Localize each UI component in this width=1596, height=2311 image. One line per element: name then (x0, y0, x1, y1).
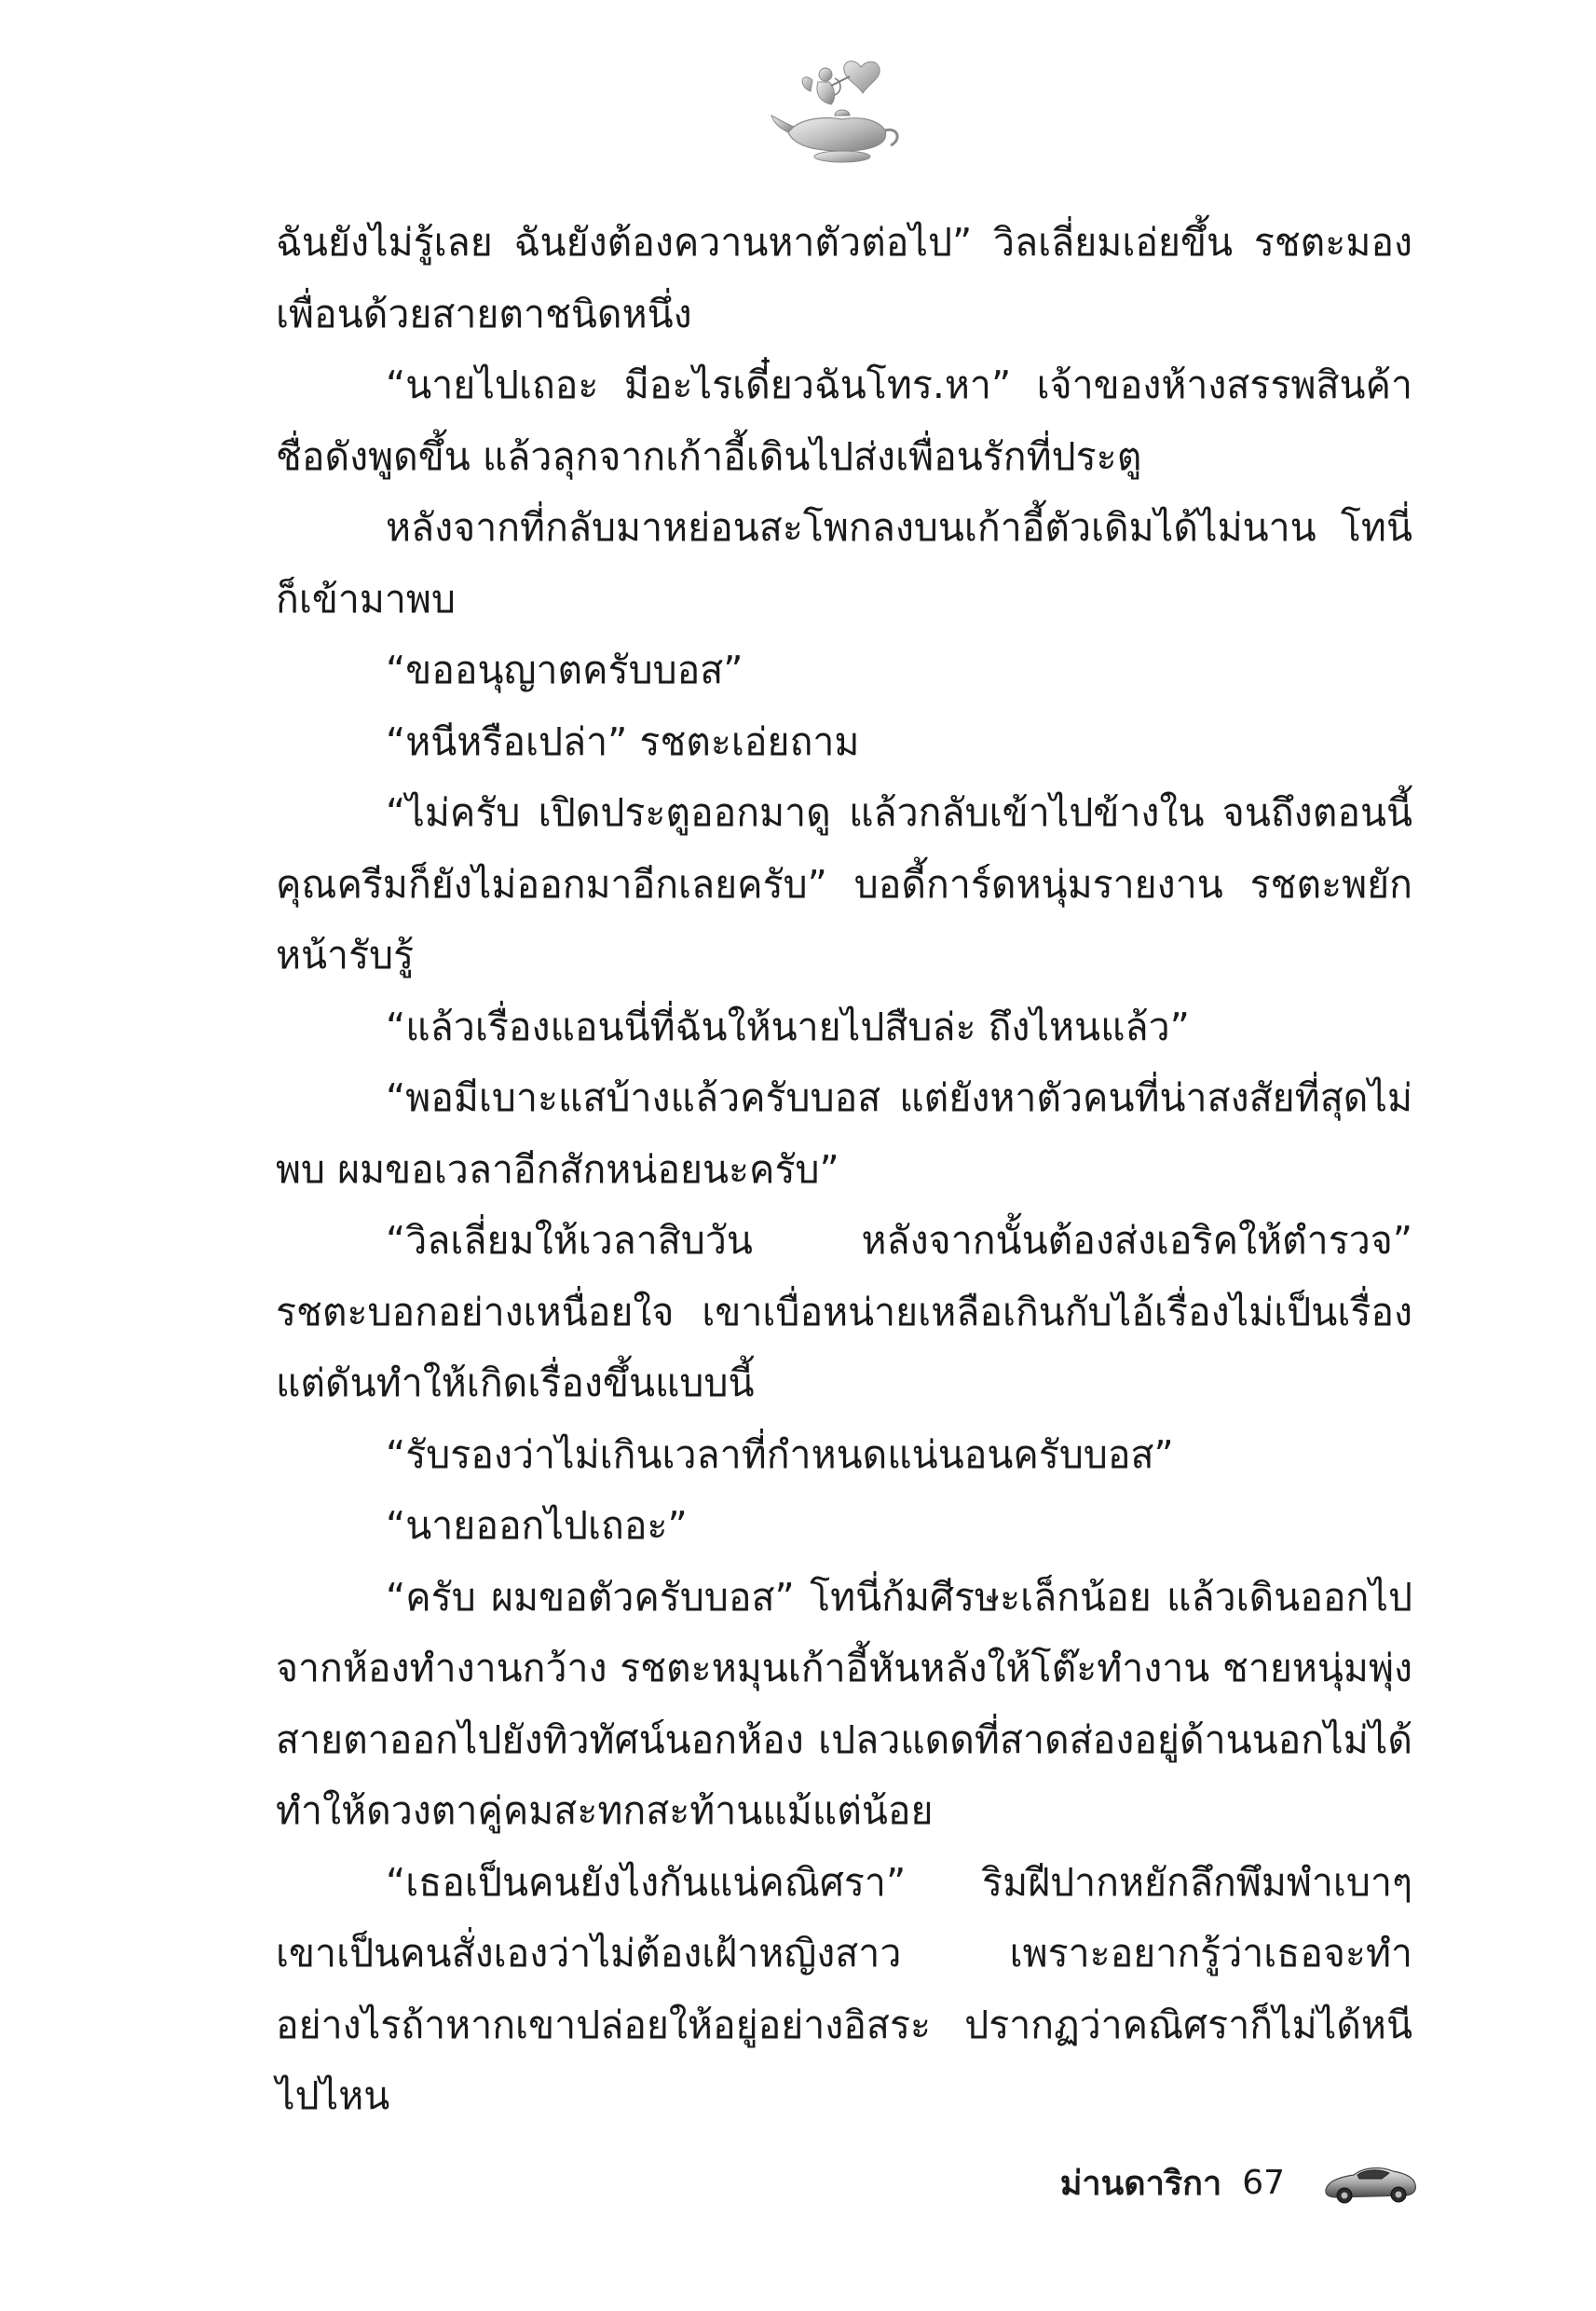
page-number: 67 (1242, 2163, 1285, 2202)
paragraph: “พอมีเบาะแสบ้างแล้วครับบอส แต่ยังหาตัวคนที่น่าสงสัยที่สุดไม่พบ ผมขอเวลาอีกสักหน่อยนะครับ” (276, 1075, 1412, 1192)
paragraph: “เธอเป็นคนยังไงกันแน่คณิศรา” ริมฝีปากหยักลึกพึมพำเบาๆ เขาเป็นคนสั่งเองว่าไม่ต้องเฝ้าหญิงสาว เพราะอยากรู้ว่าเธอจะทำอย่างไรถ้าหากเขาปล่อยให้อยู่อย่างอิสระ ปรากฏว่าคณิศราก็ไม่ได้หนีไปไหน (276, 1859, 1412, 2118)
paragraph: “รับรองว่าไม่เกินเวลาที่กำหนดแน่นอนครับบอส” (386, 1431, 1174, 1477)
page-footer (1060, 2154, 1419, 2210)
paragraph: ฉันยังไม่รู้เลย ฉันยังต้องควานหาตัวต่อไป” วิลเลี่ยมเอ่ยขึ้น รชตะมองเพื่อนด้วยสายตาชนิดหนึ่ง (276, 220, 1412, 336)
paragraph: “นายไปเถอะ มีอะไรเดี๋ยวฉันโทร.หา” เจ้าของห้างสรรพสินค้าชื่อดังพูดขึ้น แล้วลุกจากเก้าอี้เดินไปส่งเพื่อนรักที่ประตู (276, 362, 1412, 479)
paragraph: “นายออกไปเถอะ” (386, 1503, 688, 1548)
paragraph: “แล้วเรื่องแอนนี่ที่ฉันให้นายไปสืบล่ะ ถึงไหนแล้ว” (386, 1004, 1190, 1049)
body-text (276, 207, 1412, 2118)
paragraph: หลังจากที่กลับมาหย่อนสะโพกลงบนเก้าอี้ตัวเดิมได้ไม่นาน โทนี่ก็เข้ามาพบ (276, 505, 1412, 622)
teapot-cupid-ornament-icon (770, 54, 909, 166)
paragraph: “ไม่ครับ เปิดประตูออกมาดู แล้วกลับเข้าไปข้างใน จนถึงตอนนี้คุณครีมก็ยังไม่ออกมาอีกเลยครับ” บอดี้การ์ดหนุ่มรายงาน รชตะพยักหน้ารับรู้ (276, 790, 1412, 978)
paragraph: “วิลเลี่ยมให้เวลาสิบวัน หลังจากนั้นต้องส่งเอริคให้ตำรวจ” รชตะบอกอย่างเหนื่อยใจ เขาเบื่อหน่ายเหลือเกินกับไอ้เรื่องไม่เป็นเรื่อง แต่ดันทำให้เกิดเรื่องขึ้นแบบนี้ (276, 1218, 1412, 1405)
paragraph: “ขออนุญาตครับบอส” (386, 648, 743, 692)
book-title: ม่านดาริกา (1059, 2164, 1222, 2203)
sports-car-icon (1322, 2158, 1419, 2207)
paragraph: “ครับ ผมขอตัวครับบอส” โทนี่ก้มศีรษะเล็กน้อย แล้วเดินออกไปจากห้องทำงานกว้าง รชตะหมุนเก้าอี้หันหลังให้โต๊ะทำงาน ชายหนุ่มพุ่งสายตาออกไปยังทิวทัศน์นอกห้อง เปลวแดดที่สาดส่องอยู่ด้านนอกไม่ได้ทำให้ดวงตาคู่คมสะทกสะท้านแม้แต่น้อย (276, 1574, 1412, 1833)
paragraph: “หนีหรือเปล่า” รชตะเอ่ยถาม (386, 718, 860, 764)
